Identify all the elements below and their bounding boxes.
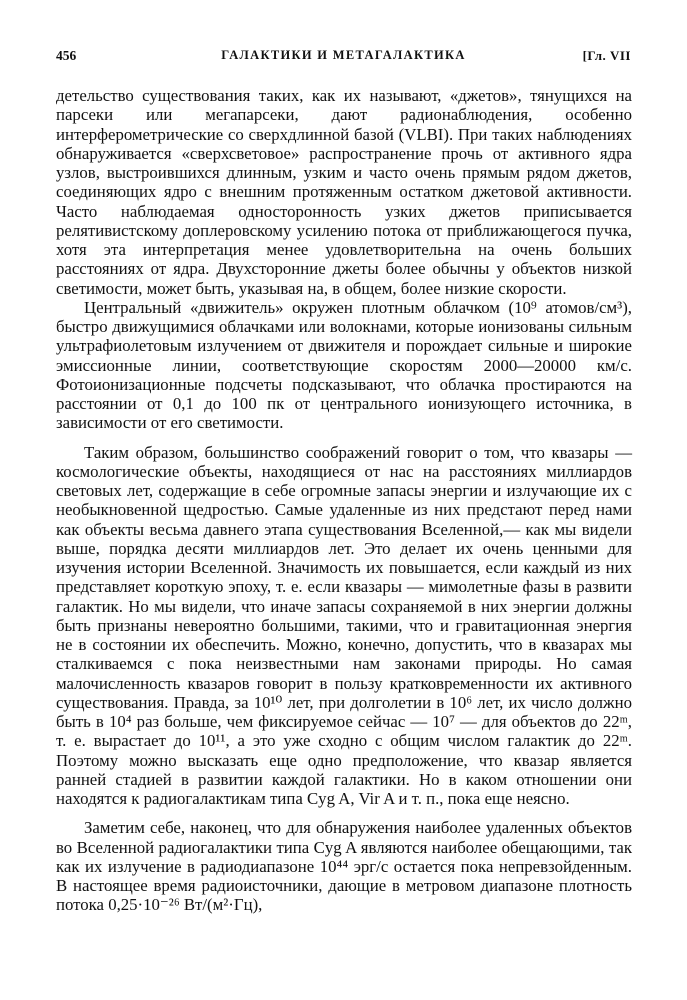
running-title: ГАЛАКТИКИ И МЕТАГАЛАКТИКА — [221, 48, 466, 62]
paragraph-1: детельство существования таких, как их называют, «джетов», тянущихся на парсеки или мегапарсеки, дают радионаблюдения, особенно интерферометрические со сверхдлинной базой (VLBI). При таких наблюдениях обнаруживается «сверхсветовое» распространение прочь от активного ядра узлов, выстроившихся длинным, узким и часто очень прямым рядом джетов, соединяющих ядро с внешним протяженным остатком джетовой активности. Часто наблюдаемая односторонность узких джетов приписывается релятивистскому доплеровскому усилению потока от приближающегося пучка, хотя эта интерпретация менее удовлетворительна на очень больших расстояниях от ядра. Двухсторонние джеты более обычны у объектов низкой светимости, может быть, указывая на, в общем, более низкие скорости. — [56, 86, 632, 298]
page-body — [56, 86, 632, 915]
page-number: 456 — [56, 48, 77, 63]
paragraph-2: Центральный «движитель» окружен плотным облачком (10⁹ атомов/см³), быстро движущимися облачками или волокнами, которые ионизованы сильным ультрафиолетовым излучением от движителя и порождает сильные и широкие эмиссионные линии, соответствующие скоростям 2000—20000 км/с. Фотоионизационные подсчеты подсказывают, что облачка простираются на расстоянии от 0,1 до 100 пк от центрального ионизующего источника, в зависимости от его светимости. — [56, 297, 632, 433]
chapter-label: [Гл. VII — [582, 48, 631, 63]
paragraph-3: Таким образом, большинство соображений говорит о том, что квазары — космологические объекты, находящиеся от нас на расстояниях миллиардов световых лет, содержащие в себе огромные запасы энергии и излучающие их с необыкновенной щедростью. Самые удаленные из них предстают перед нами как объекты весьма давнего этапа существования Вселенной,— как мы видели выше, порядка десяти миллиардов лет. Это делает их очень ценными для изучения истории Вселенной. Значимость их повышается, если каждый из них представляет короткую эпоху, т. е. если квазары — мимолетные фазы в развити галактик. Но мы видели, что иначе запасы сохраняемой в них энергии должны быть признаны невероятно большими, такими, что и гравитационная энергия не в состоянии их обеспечить. Можно, конечно, допустить, что в квазарах мы сталкиваемся с пока неизвестными нам законами природы. Но самая малочисленность квазаров говорит в пользу кратковременности их активного существования. Правда, за 10¹⁰ лет, при долголетии в 10⁶ лет, их число должно быть в 10⁴ раз больше, чем фиксируемое сейчас — 10⁷ — для объектов до 22ᵐ, т. е. вырастает до 10¹¹, а это уже сходно с общим числом галактик до 22ᵐ. Поэтому можно высказать еще одно предположение, что квазар является ранней стадией в развитии каждой галактики. Но в каком отношении они находятся к радиогалактикам типа Cyg A, Vir A и т. п., пока еще неясно. — [56, 442, 632, 808]
paragraph-4: Заметим себе, наконец, что для обнаружения наиболее удаленных объектов во Вселенной радиогалактики типа Cyg A являются наиболее обещающими, так как их излучение в радиодиапазоне 10⁴⁴ эрг/с остается пока непревзойденным. В настоящее время радиоисточники, дающие в метровом диапазоне плотность потока 0,25·10⁻²⁶ Вт/(м²·Гц), — [56, 818, 632, 915]
page-header — [56, 48, 631, 70]
